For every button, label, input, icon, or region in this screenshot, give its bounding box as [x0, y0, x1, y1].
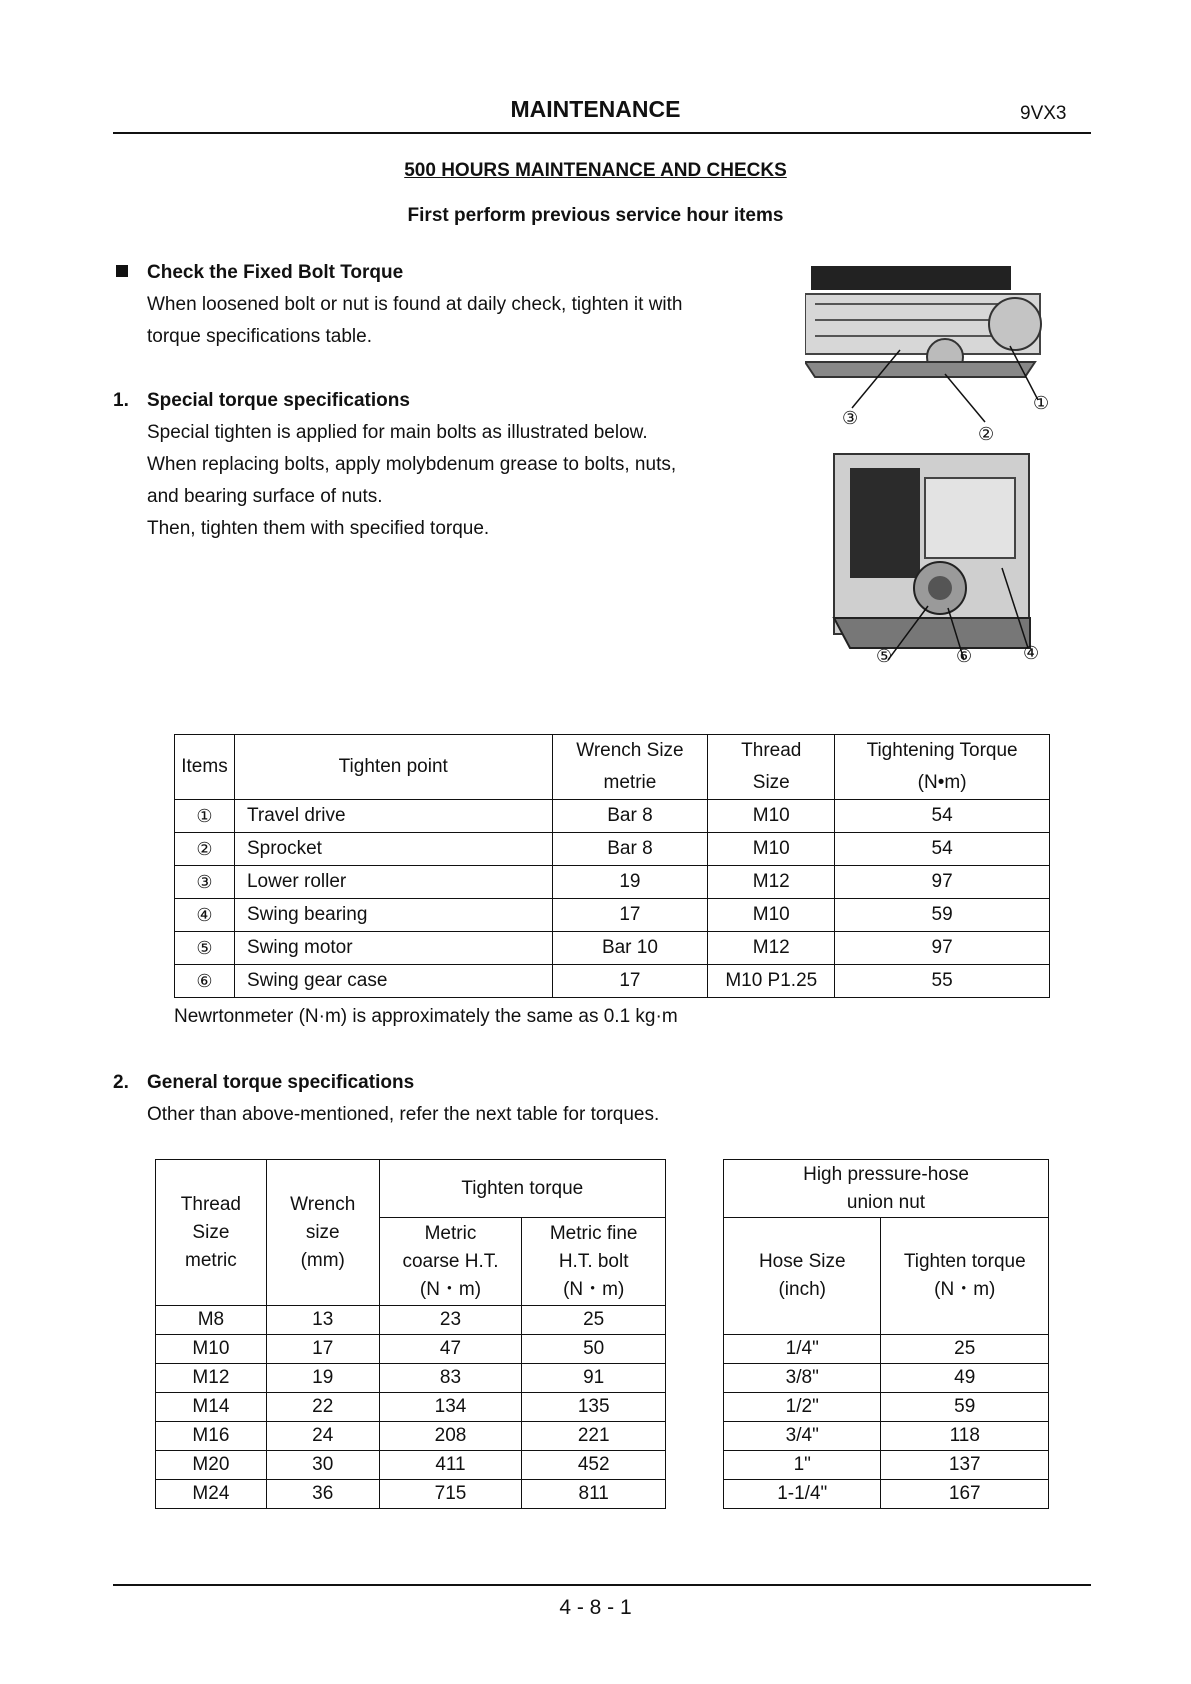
check-line: torque specifications table.	[147, 326, 372, 347]
table-header-row	[724, 1160, 1049, 1218]
table-row: M12 19 83 91	[156, 1364, 666, 1393]
special-number: 1.	[113, 390, 129, 411]
col-header-thread: Thread Size	[708, 735, 835, 800]
table-row: 3/8" 49	[724, 1364, 1049, 1393]
section-title: 500 HOURS MAINTENANCE AND CHECKS	[404, 160, 787, 181]
table-row: ④ Swing bearing 17 M10 59	[175, 899, 1050, 932]
general-line: Other than above-mentioned, refer the next table for torques.	[147, 1104, 660, 1125]
bullet-square-icon	[116, 265, 128, 277]
check-paragraph	[147, 289, 682, 353]
hose-torque-table	[723, 1159, 1049, 1509]
col-header-hose-size: Hose Size (inch)	[724, 1218, 881, 1335]
col-header-wrench: Wrench size (mm)	[266, 1160, 379, 1306]
callout-1: ①	[1033, 393, 1050, 414]
special-line: Special tighten is applied for main bolts as illustrated below.	[147, 422, 648, 443]
table-row: ⑤ Swing motor Bar 10 M12 97	[175, 932, 1050, 965]
table-row: M16 24 208 221	[156, 1422, 666, 1451]
general-heading: General torque specifications	[147, 1072, 415, 1093]
table-row: 1-1/4" 167	[724, 1480, 1049, 1509]
page-number: 4 - 8 - 1	[559, 1596, 632, 1619]
document-code: 9VX3	[1020, 103, 1067, 124]
table-row: M8 13 23 25	[156, 1306, 666, 1335]
footer-rule	[113, 1584, 1091, 1586]
special-line: and bearing surface of nuts.	[147, 486, 383, 507]
col-header-tighten-point: Tighten point	[234, 735, 552, 800]
table-row: ⑥ Swing gear case 17 M10 P1.25 55	[175, 965, 1050, 998]
col-header-thread: Thread Size metric	[156, 1160, 267, 1306]
callout-6: ⑥	[956, 646, 973, 667]
undercarriage-figure	[805, 262, 1065, 432]
table-row: 1" 137	[724, 1451, 1049, 1480]
table-row: M20 30 411 452	[156, 1451, 666, 1480]
special-paragraph	[147, 417, 676, 545]
col-header-hose-title: High pressure-hose union nut	[724, 1160, 1049, 1218]
col-header-tighten-torque: Tighten torque	[379, 1160, 665, 1218]
unit-note: Newrtonmeter (N·m) is approximately the same as 0.1 kg·m	[174, 1006, 678, 1027]
col-header-hose-torque: Tighten torque (N・m)	[881, 1218, 1049, 1335]
table-row: M24 36 715 811	[156, 1480, 666, 1509]
table-row: M14 22 134 135	[156, 1393, 666, 1422]
table-row: 1/2" 59	[724, 1393, 1049, 1422]
special-torque-table	[174, 734, 1050, 998]
col-header-wrench: Wrench Size metrie	[552, 735, 708, 800]
general-number: 2.	[113, 1072, 129, 1093]
table-row: M10 17 47 50	[156, 1335, 666, 1364]
table-header-row	[724, 1218, 1049, 1335]
callout-2: ②	[978, 424, 995, 445]
check-heading: Check the Fixed Bolt Torque	[147, 262, 404, 283]
col-header-torque: Tightening Torque (N•m)	[835, 735, 1050, 800]
general-torque-table	[155, 1159, 666, 1509]
col-header-fine: Metric fine H.T. bolt (N・m)	[522, 1218, 666, 1306]
special-line: Then, tighten them with specified torque.	[147, 518, 490, 539]
swing-area-figure	[830, 448, 1070, 673]
special-heading: Special torque specifications	[147, 390, 410, 411]
callout-5: ⑤	[876, 646, 893, 667]
table-row: 1/4" 25	[724, 1335, 1049, 1364]
callout-3: ③	[842, 408, 859, 429]
table-header-row	[175, 735, 1050, 800]
callout-4: ④	[1023, 643, 1040, 664]
table-row: 3/4" 118	[724, 1422, 1049, 1451]
section-subtitle: First perform previous service hour items	[407, 205, 784, 226]
page-title: MAINTENANCE	[510, 96, 681, 122]
col-header-coarse: Metric coarse H.T. (N・m)	[379, 1218, 522, 1306]
special-line: When replacing bolts, apply molybdenum grease to bolts, nuts,	[147, 454, 677, 475]
table-row: ② Sprocket Bar 8 M10 54	[175, 833, 1050, 866]
table-row: ③ Lower roller 19 M12 97	[175, 866, 1050, 899]
check-line: When loosened bolt or nut is found at daily check, tighten it with	[147, 294, 683, 315]
header-rule	[113, 132, 1091, 134]
col-header-items: Items	[175, 735, 235, 800]
table-row: ① Travel drive Bar 8 M10 54	[175, 800, 1050, 833]
table-header-row	[156, 1160, 666, 1218]
